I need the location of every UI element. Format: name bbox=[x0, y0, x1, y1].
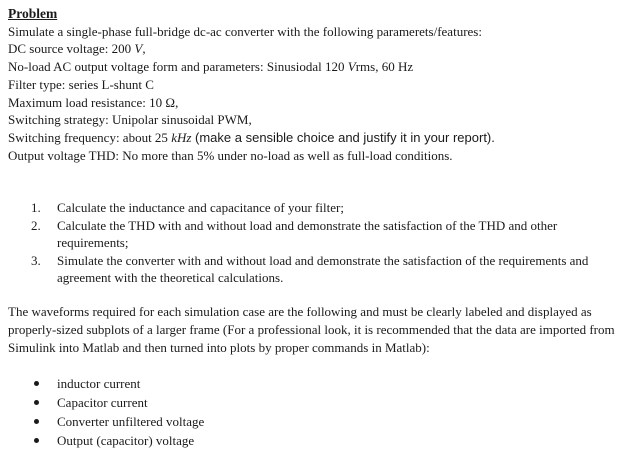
ac-output-tail: rms, 60 Hz bbox=[355, 59, 414, 75]
dc-source-voltage bbox=[8, 40, 630, 58]
task-number: 2. bbox=[31, 218, 41, 234]
dc-source-unit: V bbox=[134, 41, 143, 57]
waveforms-paragraph: The waveforms required for each simulation case are the following and must be clearly labeled and displayed as properly-sized subplots of a larger frame (For a professional look, it is recommended that the data are imported from Simulink into Matlab and then turned into plots by proper commands in Matlab): bbox=[8, 304, 615, 356]
waveform-list bbox=[8, 374, 630, 450]
switching-frequency-unit: kHz bbox=[171, 129, 192, 145]
output-voltage-thd: Output voltage THD: No more than 5% under no-load as well as full-load conditions. bbox=[8, 147, 453, 163]
problem-document bbox=[8, 5, 630, 450]
switching-frequency-note: (make a sensible choice and justify it in your report). bbox=[191, 129, 495, 145]
waveform-item: Converter unfiltered voltage bbox=[57, 414, 205, 430]
task-text: Calculate the inductance and capacitance of your filter; bbox=[57, 200, 344, 216]
bullet-icon bbox=[34, 438, 39, 443]
list-item bbox=[8, 393, 630, 412]
ac-output-voltage bbox=[8, 58, 630, 76]
dc-source-tail: , bbox=[142, 41, 146, 57]
problem-heading: Problem bbox=[8, 6, 58, 21]
task-text: Calculate the THD with and without load and demonstrate the satisfaction of the THD and other requirements; bbox=[57, 218, 558, 251]
waveform-item: inductor current bbox=[57, 376, 141, 392]
list-item bbox=[8, 217, 630, 251]
task-text: Simulate the converter with and without load and demonstrate the satisfaction of the requirements and agreement with the theoretical calculations. bbox=[57, 253, 589, 286]
task-number: 3. bbox=[31, 253, 41, 269]
bullet-icon bbox=[34, 381, 39, 386]
list-item bbox=[8, 199, 630, 216]
list-item bbox=[8, 431, 630, 450]
waveform-item: Output (capacitor) voltage bbox=[57, 433, 195, 449]
switching-frequency-label: Switching frequency: about 25 bbox=[8, 129, 172, 145]
task-list bbox=[8, 199, 630, 286]
list-item bbox=[8, 374, 630, 393]
switching-frequency bbox=[8, 129, 630, 147]
task-number: 1. bbox=[31, 200, 41, 216]
dc-source-label: DC source voltage: 200 bbox=[8, 41, 135, 57]
list-item bbox=[8, 412, 630, 431]
ac-output-unit: V bbox=[347, 59, 356, 75]
problem-intro: Simulate a single-phase full-bridge dc-ac converter with the following paramerets/features: bbox=[8, 23, 482, 39]
switching-strategy: Switching strategy: Unipolar sinusoidal PWM, bbox=[8, 112, 252, 128]
filter-type: Filter type: series L-shunt C bbox=[8, 76, 154, 92]
bullet-icon bbox=[34, 400, 39, 405]
ac-output-label: No-load AC output voltage form and parameters: Sinusiodal 120 bbox=[8, 59, 348, 75]
bullet-icon bbox=[34, 419, 39, 424]
max-load-resistance: Maximum load resistance: 10 Ω, bbox=[8, 94, 179, 110]
waveform-item: Capacitor current bbox=[57, 395, 148, 411]
list-item bbox=[8, 252, 630, 286]
